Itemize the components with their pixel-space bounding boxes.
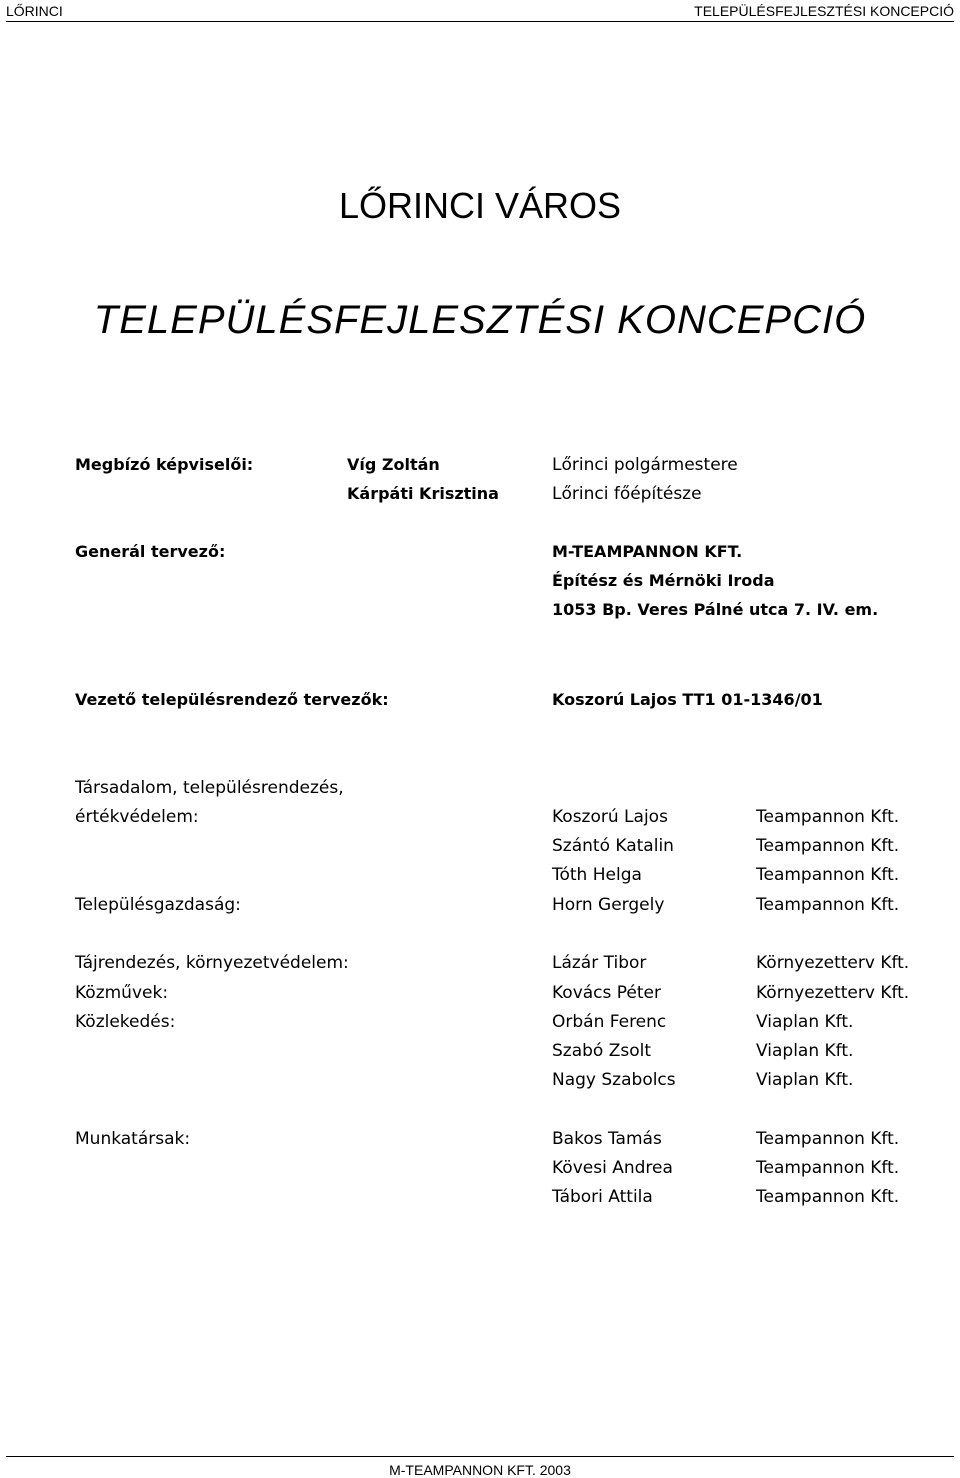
team-member-name: Orbán Ferenc: [552, 1012, 667, 1032]
team-member-company: Teampannon Kft.: [756, 1187, 900, 1207]
team-member-name: Kövesi Andrea: [552, 1158, 673, 1178]
megbizo-role: Lőrinci polgármestere: [552, 455, 738, 475]
team-member-company: Viaplan Kft.: [756, 1041, 854, 1061]
header-left: LŐRINCI: [6, 3, 63, 19]
team-label: Munkatársak:: [75, 1129, 191, 1149]
general-line: M-TEAMPANNON KFT.: [552, 542, 743, 561]
page-subtitle: TELEPÜLÉSFEJLESZTÉSI KONCEPCIÓ: [93, 298, 867, 342]
megbizo-name: Víg Zoltán: [347, 455, 440, 474]
team-label: Településgazdaság:: [75, 895, 241, 915]
team-member-company: Környezetterv Kft.: [756, 983, 910, 1003]
megbizo-label: Megbízó képviselői:: [75, 455, 254, 474]
vezeto-value: Koszorú Lajos TT1 01-1346/01: [552, 690, 823, 709]
team-member-name: Nagy Szabolcs: [552, 1070, 676, 1090]
team-label: Közlekedés:: [75, 1012, 176, 1032]
team-member-company: Teampannon Kft.: [756, 807, 900, 827]
team-member-company: Teampannon Kft.: [756, 895, 900, 915]
team-member-name: Kovács Péter: [552, 983, 662, 1003]
team-member-name: Szántó Katalin: [552, 836, 674, 856]
team-label: Közművek:: [75, 983, 169, 1003]
team-member-company: Teampannon Kft.: [756, 1129, 900, 1149]
team-member-company: Teampannon Kft.: [756, 836, 900, 856]
team-member-name: Tóth Helga: [552, 865, 642, 885]
footer-text: M-TEAMPANNON KFT. 2003: [389, 1462, 571, 1478]
team-member-company: Viaplan Kft.: [756, 1012, 854, 1032]
vezeto-label: Vezető településrendező tervezők:: [75, 690, 389, 709]
header-right: TELEPÜLÉSFEJLESZTÉSI KONCEPCIÓ: [694, 3, 954, 19]
footer-divider: [6, 1456, 954, 1457]
team-member-company: Viaplan Kft.: [756, 1070, 854, 1090]
team-label: Társadalom, településrendezés,: [75, 778, 344, 798]
team-member-name: Koszorú Lajos: [552, 807, 668, 827]
page-title: LŐRINCI VÁROS: [338, 185, 622, 226]
team-member-name: Horn Gergely: [552, 895, 665, 915]
team-member-name: Tábori Attila: [552, 1187, 653, 1207]
team-member-company: Környezetterv Kft.: [756, 953, 910, 973]
team-member-company: Teampannon Kft.: [756, 1158, 900, 1178]
megbizo-role: Lőrinci főépítésze: [552, 484, 702, 504]
megbizo-name: Kárpáti Krisztina: [347, 484, 499, 503]
general-label: Generál tervező:: [75, 542, 226, 561]
general-line: 1053 Bp. Veres Pálné utca 7. IV. em.: [552, 600, 879, 619]
general-line: Építész és Mérnöki Iroda: [552, 571, 775, 590]
team-member-name: Szabó Zsolt: [552, 1041, 652, 1061]
team-member-company: Teampannon Kft.: [756, 865, 900, 885]
team-label: Tájrendezés, környezetvédelem:: [75, 953, 349, 973]
team-member-name: Bakos Tamás: [552, 1129, 662, 1149]
header-divider: [6, 21, 954, 22]
team-member-name: Lázár Tibor: [552, 953, 647, 973]
team-label: értékvédelem:: [75, 807, 199, 827]
